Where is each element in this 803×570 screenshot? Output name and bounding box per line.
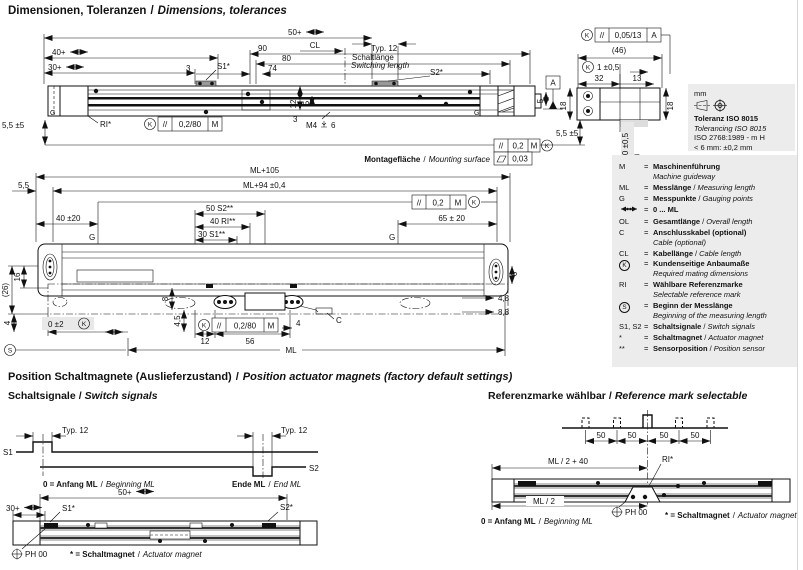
scale-body: [13, 521, 317, 545]
legend-row-m: M = Maschinenführung Machine guideway: [619, 162, 721, 181]
dim-90: 90: [258, 44, 267, 53]
tolerance-standard-de: Toleranz ISO 8015: [694, 114, 759, 123]
tolerance-frame-parallelism-80: [145, 117, 223, 131]
dim-12: 12: [200, 337, 210, 346]
dim-cl: CL: [309, 41, 320, 50]
dim-typ12-left: Typ. 12: [62, 426, 89, 435]
tolerance-value: 0,05/13: [614, 31, 642, 40]
dim-40-20: 40 ±20: [56, 214, 81, 223]
actuator-magnets: [196, 81, 398, 86]
legend-key: S1, S2: [619, 321, 642, 331]
page-title-en: Dimensions, tolerances: [157, 5, 287, 17]
legend-row-sensor: ** = Sensorposition / Position sensor: [619, 343, 765, 353]
section-heading-position: Position Schaltmagnete (Auslieferzustand) / Position actuator magnets (factory default settings): [8, 371, 513, 383]
legend-row-ol: OL = Gesamtlänge / Overall length: [619, 216, 753, 226]
dim-4-left: 4: [3, 320, 12, 326]
label-g-right: G: [389, 233, 396, 242]
reference-pulse-trace: [562, 415, 728, 428]
dim-8: 8: [161, 296, 170, 302]
parallelism-icon: //: [216, 321, 222, 331]
section-body: [577, 64, 660, 132]
label-ph00: PH 00: [625, 508, 648, 517]
legend-row-ri: RI = Wählbare Referenzmarke Selectable reference mark: [619, 280, 743, 300]
standards-box: [688, 84, 795, 151]
label-schaltlaenge-de: Schaltlänge: [352, 53, 394, 62]
dim-5: 5: [302, 100, 311, 106]
label-s1: S1*: [217, 62, 230, 71]
datum-ref: M: [454, 198, 462, 208]
legend-row-magnet: * = Schaltmagnet / Actuator magnet: [619, 332, 764, 342]
legend-key: ML: [619, 182, 630, 192]
legend-key: M: [619, 162, 626, 171]
dim-5-right: 5: [536, 98, 545, 104]
hatch-block: [498, 90, 514, 112]
dim-65-20: 65 ± 20: [438, 214, 465, 223]
mounting-surface-en: Mounting surface: [428, 155, 490, 164]
dim-88: 8,8: [498, 308, 510, 317]
title-separator: /: [150, 5, 154, 17]
label-g-right: G: [474, 110, 480, 117]
parallelism-icon: //: [416, 198, 422, 208]
datum-ref: M: [211, 120, 219, 129]
legend-row-0-ml: = 0 ... ML: [619, 205, 791, 216]
separator: /: [423, 155, 426, 164]
tolerance-frame-parallelism: [412, 195, 480, 209]
zero-to-ml-icon: [24, 506, 42, 508]
signal-s1-trace: [16, 442, 318, 452]
dim-1: 1 ±0,5: [597, 63, 620, 72]
dim-40-ri: 40 RI**: [210, 217, 236, 226]
dim-ml94: ML+94 ±0,4: [243, 181, 286, 190]
dim-ml105: ML+105: [250, 166, 280, 175]
dim-0-2: 0 ±2: [48, 320, 64, 329]
tolerance-value: 0,2: [432, 198, 444, 208]
dim-50plus: 50+: [118, 488, 132, 497]
dim-ml: ML: [285, 346, 297, 355]
dimension-lines: [16, 432, 286, 478]
subheading-reference-mark: Referenzmarke wählbar / Reference mark selectable: [488, 390, 748, 402]
legend-row-g: G = Messpunkte / Gauging points: [619, 193, 753, 203]
dim-46: (46): [611, 46, 627, 55]
circled-s-icon: S: [7, 347, 13, 355]
subheading-switch-signals: Schaltsignale / Switch signals: [8, 390, 158, 402]
label-g-left: G: [50, 110, 56, 117]
dim-m4-depth: 6: [331, 121, 336, 130]
label-schaltlaenge-en: Switching length: [351, 61, 410, 70]
dim-m4: M4: [306, 121, 318, 130]
legend-key: **: [619, 343, 625, 353]
label-g-left: G: [89, 233, 96, 242]
iso-standard: ISO 2768:1989 - m H: [694, 133, 765, 142]
legend-key: C: [619, 227, 625, 237]
datum-a-label: A: [550, 78, 556, 88]
legend-key: *: [619, 332, 622, 342]
dim-74: 74: [268, 64, 277, 73]
note-actuator-magnet: * = Schaltmagnet / Actuator magnet: [70, 550, 202, 559]
page-border: [797, 0, 798, 570]
position-icon: [612, 507, 623, 518]
zero-to-ml-icon: [105, 331, 123, 334]
label-s1: S1*: [62, 504, 75, 513]
dim-30plus: 30+: [48, 63, 62, 72]
label-s1: S1: [3, 448, 13, 457]
tolerance-value: 0,2/80: [178, 120, 202, 129]
dim-30plus: 30+: [6, 504, 20, 513]
dim-48: 4,8: [498, 294, 510, 303]
unit-label: mm: [694, 89, 707, 98]
datum-ref: M: [267, 321, 275, 331]
dim-3b: 3: [293, 115, 298, 124]
dim-55-left: 5,5 ±5: [2, 121, 25, 130]
dim-18-right: 18: [666, 101, 675, 111]
label-ri: RI*: [100, 120, 112, 129]
legend-key: CL: [619, 248, 629, 258]
plan-view-drawing: [0, 162, 655, 368]
circled-k-icon: K: [201, 322, 207, 330]
note-actuator-magnet: * = Schaltmagnet / Actuator magnet: [665, 511, 797, 520]
legend-key: G: [619, 193, 625, 203]
first-angle-projection-icon: [694, 99, 736, 112]
legend-key: RI: [619, 280, 627, 290]
signal-s2-trace: [40, 467, 306, 476]
equals: =: [644, 162, 649, 171]
tolerance-value: 0,2/80: [233, 321, 257, 331]
circled-k-icon: K: [544, 143, 550, 150]
dim-16: 16: [13, 272, 22, 282]
circled-s-icon: S: [619, 301, 644, 321]
dim-typ12: Typ. 12: [371, 44, 398, 53]
caption-beginning-ml: 0 = Anfang ML / Beginning ML: [43, 480, 155, 489]
dim-12: 12: [289, 99, 298, 109]
dim-3: 3: [186, 64, 191, 73]
dim-50-4: 50: [690, 431, 700, 440]
dim-56: 56: [245, 337, 255, 346]
reference-mark-drawing: [478, 398, 803, 538]
magnet-position-drawing: [0, 484, 340, 570]
circled-k-icon: K: [585, 64, 591, 72]
label-s2: S2*: [430, 68, 443, 77]
datum-ref: A: [651, 31, 657, 40]
dim-80: 80: [282, 54, 291, 63]
tolerance-standard-en: Tolerancing ISO 8015: [694, 123, 767, 133]
label-s2: S2*: [280, 503, 293, 512]
page-title: [8, 5, 287, 17]
legend-row-s: S = Beginn der Messlänge Beginning of the measuring length: [619, 301, 791, 321]
dim-40plus: 40+: [52, 48, 66, 57]
dim-55: 5,5: [18, 181, 30, 190]
dim-30-s1: 30 S1**: [198, 230, 226, 239]
dim-55-right: 5,5 ±5: [556, 129, 579, 138]
tolerance-value: 0,2: [512, 141, 524, 151]
depth-icon: [321, 121, 327, 127]
zero-to-ml-icon: [306, 31, 324, 33]
parallelism-icon: //: [599, 31, 605, 40]
dim-6: 6: [510, 271, 519, 277]
caption-beginning-ml: 0 = Anfang ML / Beginning ML: [481, 517, 593, 526]
zero-to-ml-icon: [136, 490, 154, 492]
parallelism-icon: //: [498, 141, 504, 151]
dim-50-1: 50: [596, 431, 606, 440]
scale-housing: [38, 244, 508, 296]
dim-ml-2: ML / 2: [533, 497, 555, 506]
circled-k-icon: K: [619, 259, 644, 279]
tolerance-value: 0,03: [512, 154, 528, 164]
caption-end-ml: Ende ML / End ML: [232, 480, 302, 489]
tolerance-frame-parallelism-80: [199, 318, 279, 332]
dim-45: 4,5: [173, 315, 182, 327]
label-ph00: PH 00: [25, 550, 48, 559]
parallelism-icon: //: [162, 120, 168, 129]
zero-to-ml-icon: [66, 66, 84, 68]
position-icon: [12, 549, 23, 560]
circled-k-icon: K: [147, 121, 153, 129]
zero-to-ml-icon: [70, 51, 88, 53]
dim-typ12-right: Typ. 12: [281, 426, 308, 435]
small-dim-tolerance: < 6 mm: ±0,2 mm: [694, 142, 753, 152]
dim-50-s2: 50 S2**: [206, 204, 234, 213]
circled-k-icon: K: [81, 321, 87, 328]
label-s2: S2: [309, 464, 319, 473]
legend-key: OL: [619, 216, 630, 226]
label-ri: RI*: [662, 455, 674, 464]
circled-k-icon: K: [584, 32, 590, 40]
dim-ml-2-40: ML / 2 + 40: [548, 457, 588, 466]
dim-26: (26): [1, 282, 10, 298]
dim-18-left: 18: [559, 101, 568, 111]
dim-50-3: 50: [659, 431, 669, 440]
legend-row-c: C = Anschlusskabel (optional) Cable (optional): [619, 227, 747, 247]
legend-row-ml: ML = Messlänge / Measuring length: [619, 182, 755, 192]
mounting-surface-de: Montagefläche: [364, 155, 421, 164]
dim-13: 13: [632, 74, 642, 83]
dim-50-2: 50: [627, 431, 637, 440]
page-title-de: Dimensionen, Toleranzen: [8, 5, 147, 17]
k-dim: [583, 62, 620, 73]
dim-50plus: 50+: [288, 28, 302, 37]
dim-0: 0 ±0,5: [621, 132, 630, 156]
dim-32: 32: [594, 74, 604, 83]
legend-row-s1s2: S1, S2 = Schaltsignale / Switch signals: [619, 321, 755, 331]
legend-row-k: K = Kundenseitige Anbaumaße Required mating dimensions: [619, 259, 791, 279]
cross-section-drawing: [540, 14, 700, 169]
label-cable: C: [336, 316, 342, 325]
circled-k-icon: K: [471, 199, 477, 207]
dim-4-right: 4: [296, 319, 301, 328]
datum-ref: M: [530, 141, 538, 151]
legend-row-cl: CL = Kabellänge / Cable length: [619, 248, 742, 258]
